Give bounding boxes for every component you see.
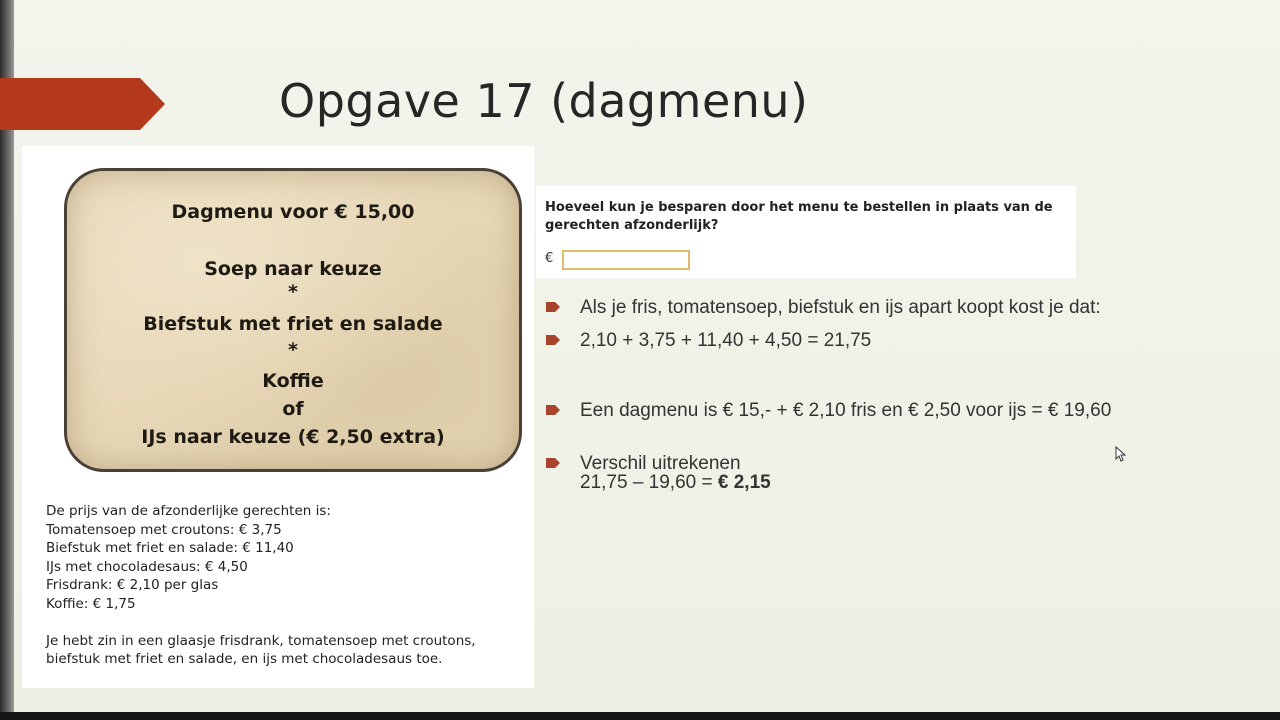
menu-separator: * [288,281,298,303]
answer-input[interactable] [562,250,690,270]
bullet-text: 2,10 + 3,75 + 11,40 + 4,50 = 21,75 [580,330,872,351]
question-text: Hoeveel kun je besparen door het menu te bestellen in plaats van de gerechten afzonderlijk? [545,200,1053,233]
menu-separator: * [288,339,298,361]
currency-label: € [545,251,554,266]
result-answer: € 2,15 [717,472,771,493]
price-item: Tomatensoep met croutons: € 3,75 [46,521,282,538]
result-calculation: 21,75 – 19,60 = [580,472,718,493]
bullet-arrow-icon [546,335,560,345]
bullet-text: Als je fris, tomatensoep, biefstuk en ijs apart koopt kost je dat: [580,297,1101,318]
price-item: Biefstuk met friet en salade: € 11,40 [46,540,294,557]
bullet-text: Een dagmenu is € 15,- + € 2,10 fris en € 2,50 voor ijs = € 19,60 [580,400,1112,421]
price-item: Frisdrank: € 2,10 per glas [46,577,219,594]
bullet-text: Verschil uitrekenen [580,453,741,474]
menu-soup: Soep naar keuze [204,258,382,280]
menu-or: of [282,398,304,420]
bullet-arrow-icon [546,302,560,312]
title-accent-arrow [0,78,165,130]
menu-main-course: Biefstuk met friet en salade [143,313,443,335]
price-item: Koffie: € 1,75 [46,595,136,612]
window-bottom-edge [0,712,1280,720]
order-description: biefstuk met friet en salade, en ijs met chocoladesaus toe. [46,651,443,668]
menu-heading: Dagmenu voor € 15,00 [171,201,415,223]
menu-card [64,168,522,472]
bullet-arrow-icon [546,405,560,415]
price-intro: De prijs van de afzonderlijke gerechten is: [46,503,331,519]
price-item: IJs met chocoladesaus: € 4,50 [46,558,248,575]
menu-ice-cream: IJs naar keuze (€ 2,50 extra) [141,426,445,448]
bullet-arrow-icon [546,458,560,468]
menu-coffee: Koffie [262,370,324,392]
price-list [46,502,476,669]
slide-title: Opgave 17 (dagmenu) [279,74,809,128]
mouse-cursor-icon [1115,446,1127,462]
bullet-result-line [580,473,771,493]
order-description: Je hebt zin in een glaasje frisdrank, tomatensoep met croutons, [46,632,476,649]
